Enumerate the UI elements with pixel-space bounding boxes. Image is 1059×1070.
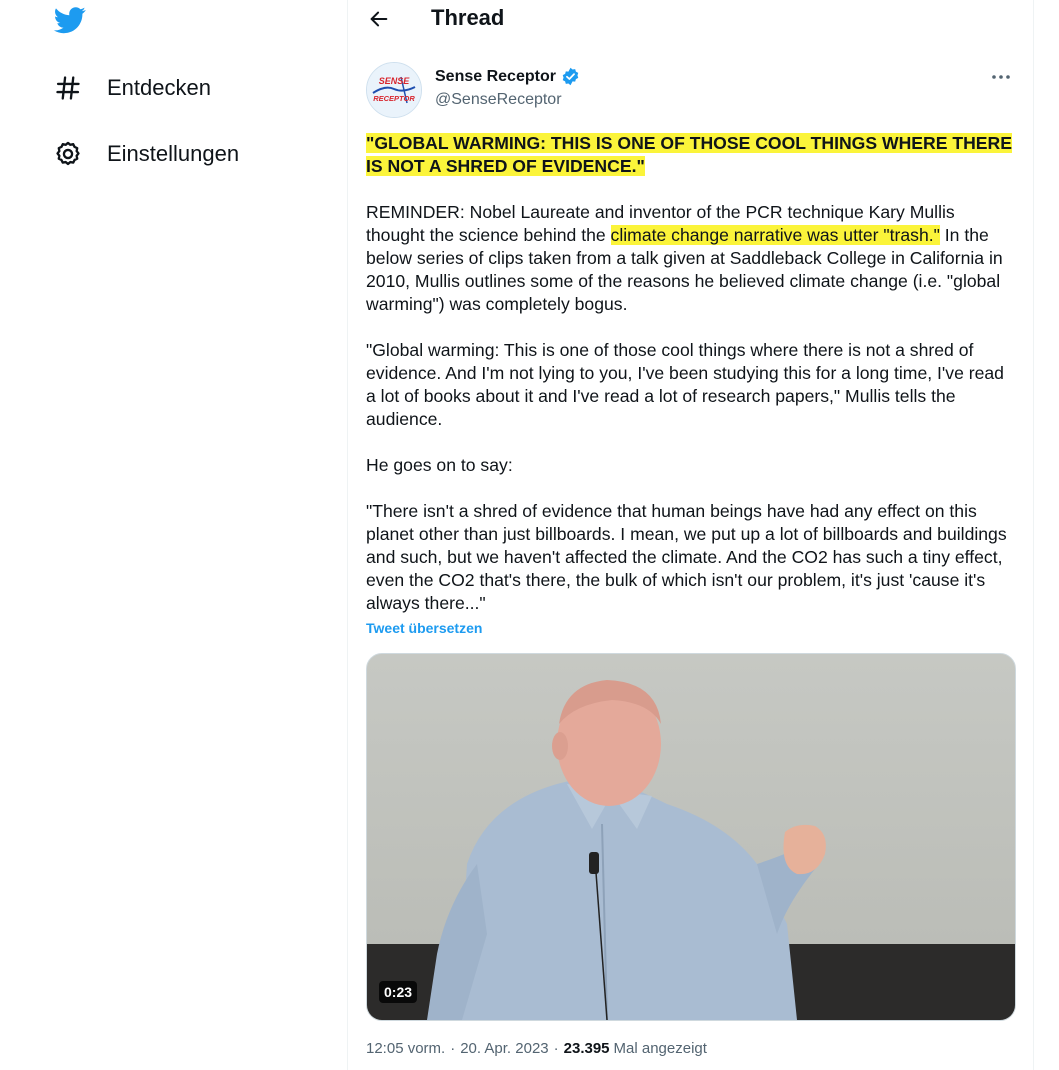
- tweet-paragraph-1: [366, 201, 1016, 316]
- author-display-name: Sense Receptor: [435, 67, 556, 85]
- tweet-text: [366, 132, 1016, 638]
- nav-item-label: Einstellungen: [107, 141, 240, 166]
- views-label: Mal angezeigt: [613, 1040, 707, 1057]
- avatar[interactable]: [366, 62, 422, 118]
- tweet-paragraph-3: He goes on to say:: [366, 455, 513, 475]
- separator-dot: ·: [450, 1040, 456, 1057]
- main-column: [347, 0, 1034, 1070]
- tweet-time[interactable]: 12:05 vorm.: [366, 1040, 446, 1057]
- more-dots-icon[interactable]: [988, 66, 1014, 88]
- hashtag-icon: [52, 72, 84, 104]
- views-count: 23.395: [563, 1040, 610, 1057]
- nav-item-label: Entdecken: [107, 75, 211, 100]
- tweet-meta: [366, 1040, 707, 1057]
- page-title: Thread: [431, 5, 505, 30]
- left-navigation: [0, 0, 347, 1070]
- thread-header: [348, 0, 1033, 40]
- highlighted-headline: "GLOBAL WARMING: THIS IS ONE OF THOSE COOL THINGS WHERE THERE IS NOT A SHRED OF EVIDENCE.": [366, 133, 1012, 176]
- tweet-paragraph-4: "There isn't a shred of evidence that human beings have had any effect on this planet other than just billboards. I mean, we put up a lot of billboards and buildings and such, but we haven't affected the climate. And the CO2 has such a tiny effect, even the CO2 that's there, the bulk of which isn't our problem, it's just 'cause it's always there...": [366, 501, 1007, 613]
- avatar-text: SENSE: [378, 76, 410, 86]
- verified-badge-icon: [561, 67, 580, 86]
- translate-tweet-link[interactable]: Tweet übersetzen: [366, 620, 483, 636]
- arrow-left-icon[interactable]: [366, 6, 392, 32]
- tweet-headline: [366, 132, 1016, 178]
- author-handle[interactable]: @SenseReceptor: [435, 91, 562, 108]
- highlighted-text: climate change narrative was utter "trash.": [610, 225, 940, 245]
- video-thumbnail: [367, 654, 1015, 1020]
- separator-dot: ·: [553, 1040, 559, 1057]
- nav-item-settings[interactable]: [52, 134, 239, 174]
- paragraph-text: REMINDER: Nobel Laureate and inventor of the PCR technique Kary Mullis thought the science behind the: [366, 202, 955, 245]
- author-name[interactable]: [435, 67, 580, 86]
- paragraph-text: In the below series of clips taken from a talk given at Saddleback College in California in 2010, Mullis outlines some of the reasons he believed climate change (i.e. "global warming") was completely bogus.: [366, 225, 1003, 314]
- gear-icon: [52, 138, 84, 170]
- tweet-date[interactable]: 20. Apr. 2023: [460, 1040, 549, 1057]
- video-duration-badge: 0:23: [379, 981, 417, 1003]
- twitter-bird-icon[interactable]: [52, 4, 88, 36]
- tweet-paragraph-2: "Global warming: This is one of those cool things where there is not a shred of evidence. And I'm not lying to you, I've been studying this for a long time, I've read a lot of books about it and I've read a lot of research papers," Mullis tells the audience.: [366, 340, 1004, 429]
- nav-item-explore[interactable]: [52, 68, 211, 108]
- video-player[interactable]: [366, 653, 1016, 1021]
- avatar-text: RECEPTOR: [373, 94, 415, 103]
